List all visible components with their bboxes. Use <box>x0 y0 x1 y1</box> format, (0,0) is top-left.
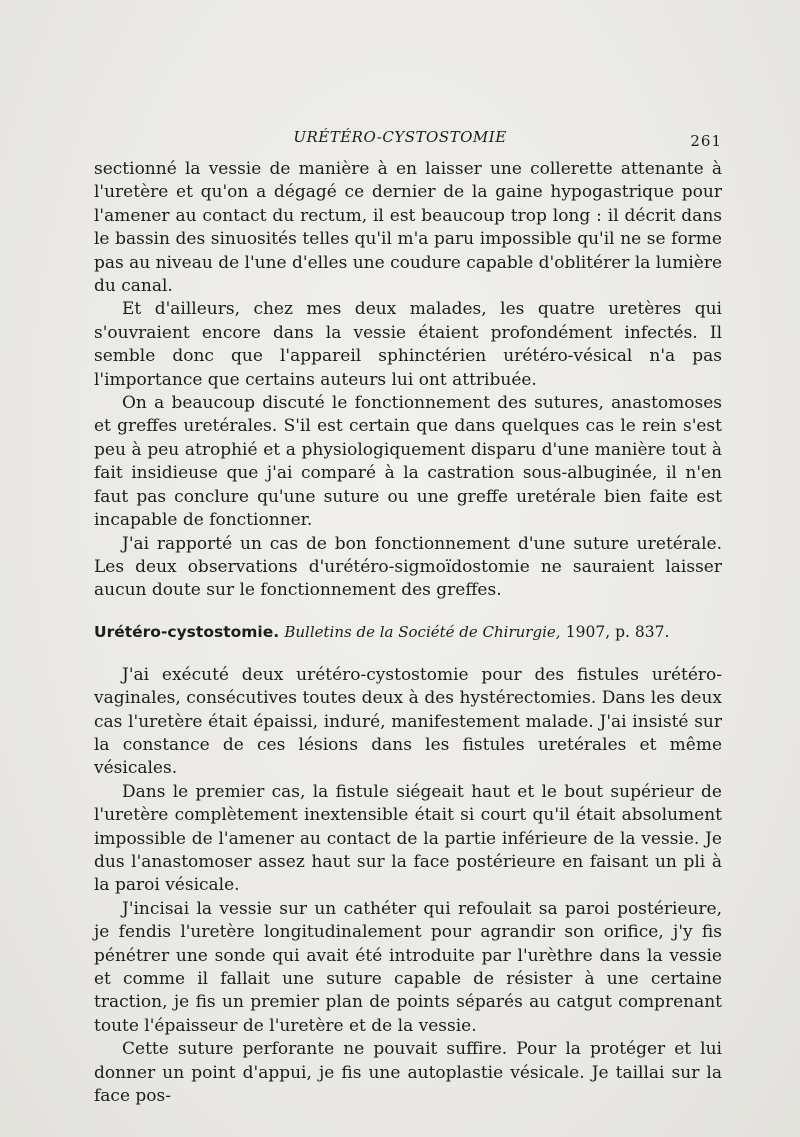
section-heading <box>94 620 722 644</box>
paragraph: J'incisai la vessie sur un cathéter qui refoulait sa paroi postérieure, je fendis l'uretère longitudinalement pour agrandir son orifice, j'y fis pénétrer une sonde qui avait été introduite par l'urèthre dans la vessie et comme il fallait une suture capable de résister à une certaine traction, je fis un premier plan de points séparés au catgut comprenant toute l'épaisseur de l'uretère et de la vessie. <box>94 898 722 1036</box>
paragraph: Et d'ailleurs, chez mes deux malades, les quatre uretères qui s'ouvraient encore dans la vessie étaient profondément infectés. Il semble donc que l'appareil sphinctérien urétéro-vésical n'a pas l'importance que certains auteurs lui ont attribuée. <box>94 299 722 390</box>
paragraph: J'ai rapporté un cas de bon fonctionnement d'une suture uretérale. Les deux observations d'urétéro-sigmoïdostomie ne sauraient laisser aucun doute sur le fonctionnement des greffes. <box>94 533 722 601</box>
section <box>94 620 722 1109</box>
section-reference: Bulletins de la Société de Chirurgie, <box>284 622 561 641</box>
body-text <box>94 158 722 1108</box>
paragraph: sectionné la vessie de manière à en laisser une collerette attenante à l'uretère et qu'on a dégagé ce dernier de la gaine hypogastrique pour l'amener au contact du rectum, il est beaucoup trop long : il décrit dans le bassin des sinuosités telles qu'il m'a paru impossible qu'il ne se forme pas au niveau de l'une d'elles une coudure capable d'oblitérer la lumière du canal. <box>94 159 722 297</box>
paragraph: Dans le premier cas, la fistule siégeait haut et le bout supérieur de l'uretère complètement inextensible était si court qu'il était absolument impossible de l'amener au contact de la partie inférieure de la vessie. Je dus l'anastomoser assez haut sur la face postérieure en faisant un pli à la paroi vésicale. <box>94 781 722 896</box>
paragraph: J'ai exécuté deux urétéro-cystostomie pour des fistules urétéro-vaginales, consécutives toutes deux à des hystérectomies. Dans les deux cas l'uretère était épaissi, induré, manifestement malade. J'ai insisté sur la constance de ces lésions dans les fistules uretérales et même vésicales. <box>94 664 722 779</box>
section-year-page: 1907, p. 837. <box>565 622 670 641</box>
page-number: 261 <box>690 132 722 150</box>
section-title: Urétéro-cystostomie. <box>94 622 280 641</box>
paragraph: On a beaucoup discuté le fonctionnement des sutures, anastomoses et greffes uretérales. S'il est certain que dans quelques cas le rein s'est peu à peu atrophié et a physiologiquement disparu d'une manière tout à fait insidieuse que j'ai comparé à la castration sous-albuginée, il n'en faut pas conclure qu'une suture ou une greffe uretérale bien faite est incapable de fonctionner. <box>94 393 722 531</box>
paragraph: Cette suture perforante ne pouvait suffire. Pour la protéger et lui donner un point d'appui, je fis une autoplastie vésicale. Je taillai sur la face pos- <box>94 1039 722 1107</box>
running-title: URÉTÉRO-CYSTOSTOMIE <box>293 128 507 146</box>
running-header <box>0 126 800 150</box>
